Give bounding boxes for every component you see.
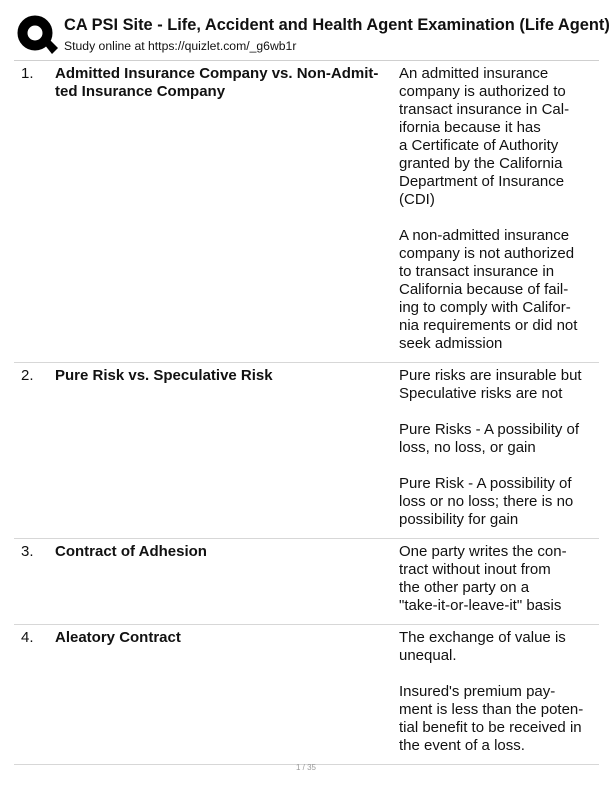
document-title: CA PSI Site - Life, Accident and Health Agent Examination (Life Agent): [64, 16, 610, 34]
page-number: 1 / 35: [295, 763, 316, 772]
card-number: 1.: [21, 65, 34, 82]
card-definition: [399, 367, 597, 538]
flashcard-row: [14, 61, 599, 363]
study-link-text: Study online at https://quizlet.com/_g6wb1r: [64, 39, 297, 53]
flashcard-row: [14, 363, 599, 539]
flashcard-row: [14, 625, 599, 765]
definition-paragraph: Pure Risks - A possibility of loss, no loss, or gain: [399, 421, 580, 456]
card-number: 3.: [21, 543, 34, 560]
card-term: Pure Risk vs. Speculative Risk: [55, 367, 273, 384]
header: [12, 10, 610, 60]
card-definition: [399, 629, 597, 764]
card-term: Aleatory Contract: [55, 629, 181, 646]
definition-paragraph: The exchange of value is unequal.: [399, 629, 566, 664]
card-definition: [399, 543, 597, 624]
card-number: 4.: [21, 629, 34, 646]
definition-paragraph: A non-admitted insurance company is not authorized to transact insurance in California because of fail- ing to comply with Califor- nia requirements or did not seek admission: [399, 227, 578, 352]
quizlet-q-logo-icon: [16, 14, 58, 56]
flashcard-list: [14, 61, 599, 765]
card-definition: [399, 65, 597, 362]
card-term: Admitted Insurance Company vs. Non-Admit- ted Insurance Company: [55, 65, 379, 100]
definition-paragraph: An admitted insurance company is authorized to transact insurance in Cal- ifornia because it has a Certificate of Authority granted by the California Department of Insurance (CDI): [399, 65, 570, 208]
card-term: Contract of Adhesion: [55, 543, 207, 560]
definition-paragraph: Pure risks are insurable but Speculative risks are not: [399, 367, 582, 402]
card-number: 2.: [21, 367, 34, 384]
definition-paragraph: Pure Risk - A possibility of loss or no loss; there is no possibility for gain: [399, 475, 574, 528]
definition-paragraph: One party writes the con- tract without inout from the other party on a "take-it-or-leave-it" basis: [399, 543, 567, 614]
flashcard-row: [14, 539, 599, 625]
definition-paragraph: Insured's premium pay- ment is less than the poten- tial benefit to be received in the event of a loss.: [399, 683, 584, 754]
